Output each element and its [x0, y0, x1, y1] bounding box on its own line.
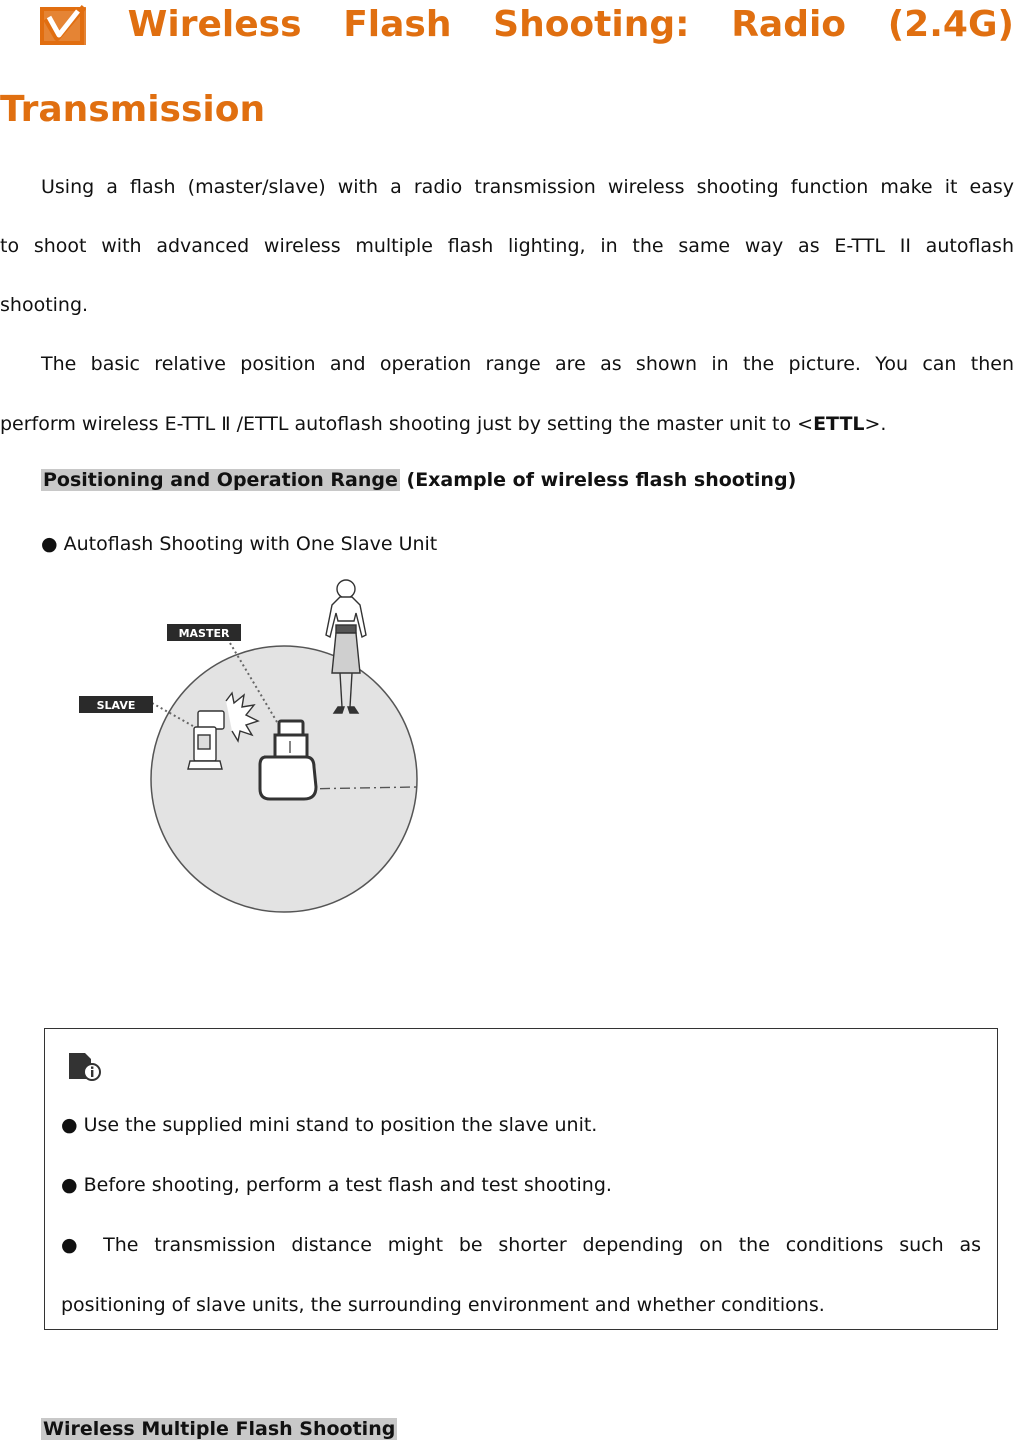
title-word: Radio	[731, 4, 847, 45]
title-word: Wireless	[127, 4, 302, 45]
master-label	[167, 624, 241, 641]
intro-paragraph-line: Using a flash (master/slave) with a radio transmission wireless shooting function make it easy	[41, 176, 1014, 198]
intro-paragraph-line: shooting.	[0, 294, 89, 316]
note-box	[44, 1028, 998, 1330]
note-item: ● Use the supplied mini stand to position the slave unit.	[61, 1114, 598, 1136]
ettl-mode-label: ETTL	[813, 413, 865, 435]
checkmark-box-icon	[40, 5, 86, 45]
section-heading: Positioning and Operation Range (Example of wireless flash shooting)	[43, 469, 797, 491]
note-info-icon	[67, 1051, 101, 1081]
intro-paragraph-line: perform wireless E-TTL Ⅱ /ETTL autoflash shooting just by setting the master unit to <ETTL>.	[0, 413, 887, 435]
note-item-continued: positioning of slave units, the surrounding environment and whether conditions.	[61, 1294, 825, 1316]
list-item: ● Autoflash Shooting with One Slave Unit	[41, 533, 438, 555]
svg-text:SLAVE: SLAVE	[96, 699, 136, 712]
intro-paragraph-line: The basic relative position and operation range are as shown in the picture. You can then	[41, 353, 1014, 375]
note-item: ● The transmission distance might be shorter depending on the conditions such as	[61, 1234, 981, 1256]
intro-paragraph-line: to shoot with advanced wireless multiple flash lighting, in the same way as E-TTL II autoflash	[0, 235, 1014, 257]
note-item: ● Before shooting, perform a test flash and test shooting.	[61, 1174, 612, 1196]
title-word: Flash	[343, 4, 452, 45]
section-heading: Wireless Multiple Flash Shooting	[43, 1418, 396, 1440]
page-title	[0, 0, 1014, 50]
svg-text:MASTER: MASTER	[178, 627, 230, 640]
title-word: Shooting:	[493, 4, 690, 45]
flash-positioning-diagram	[70, 575, 430, 920]
slave-label	[79, 696, 153, 713]
page-title-continued: Transmission	[0, 89, 266, 130]
title-word: (2.4G)	[887, 4, 1014, 45]
